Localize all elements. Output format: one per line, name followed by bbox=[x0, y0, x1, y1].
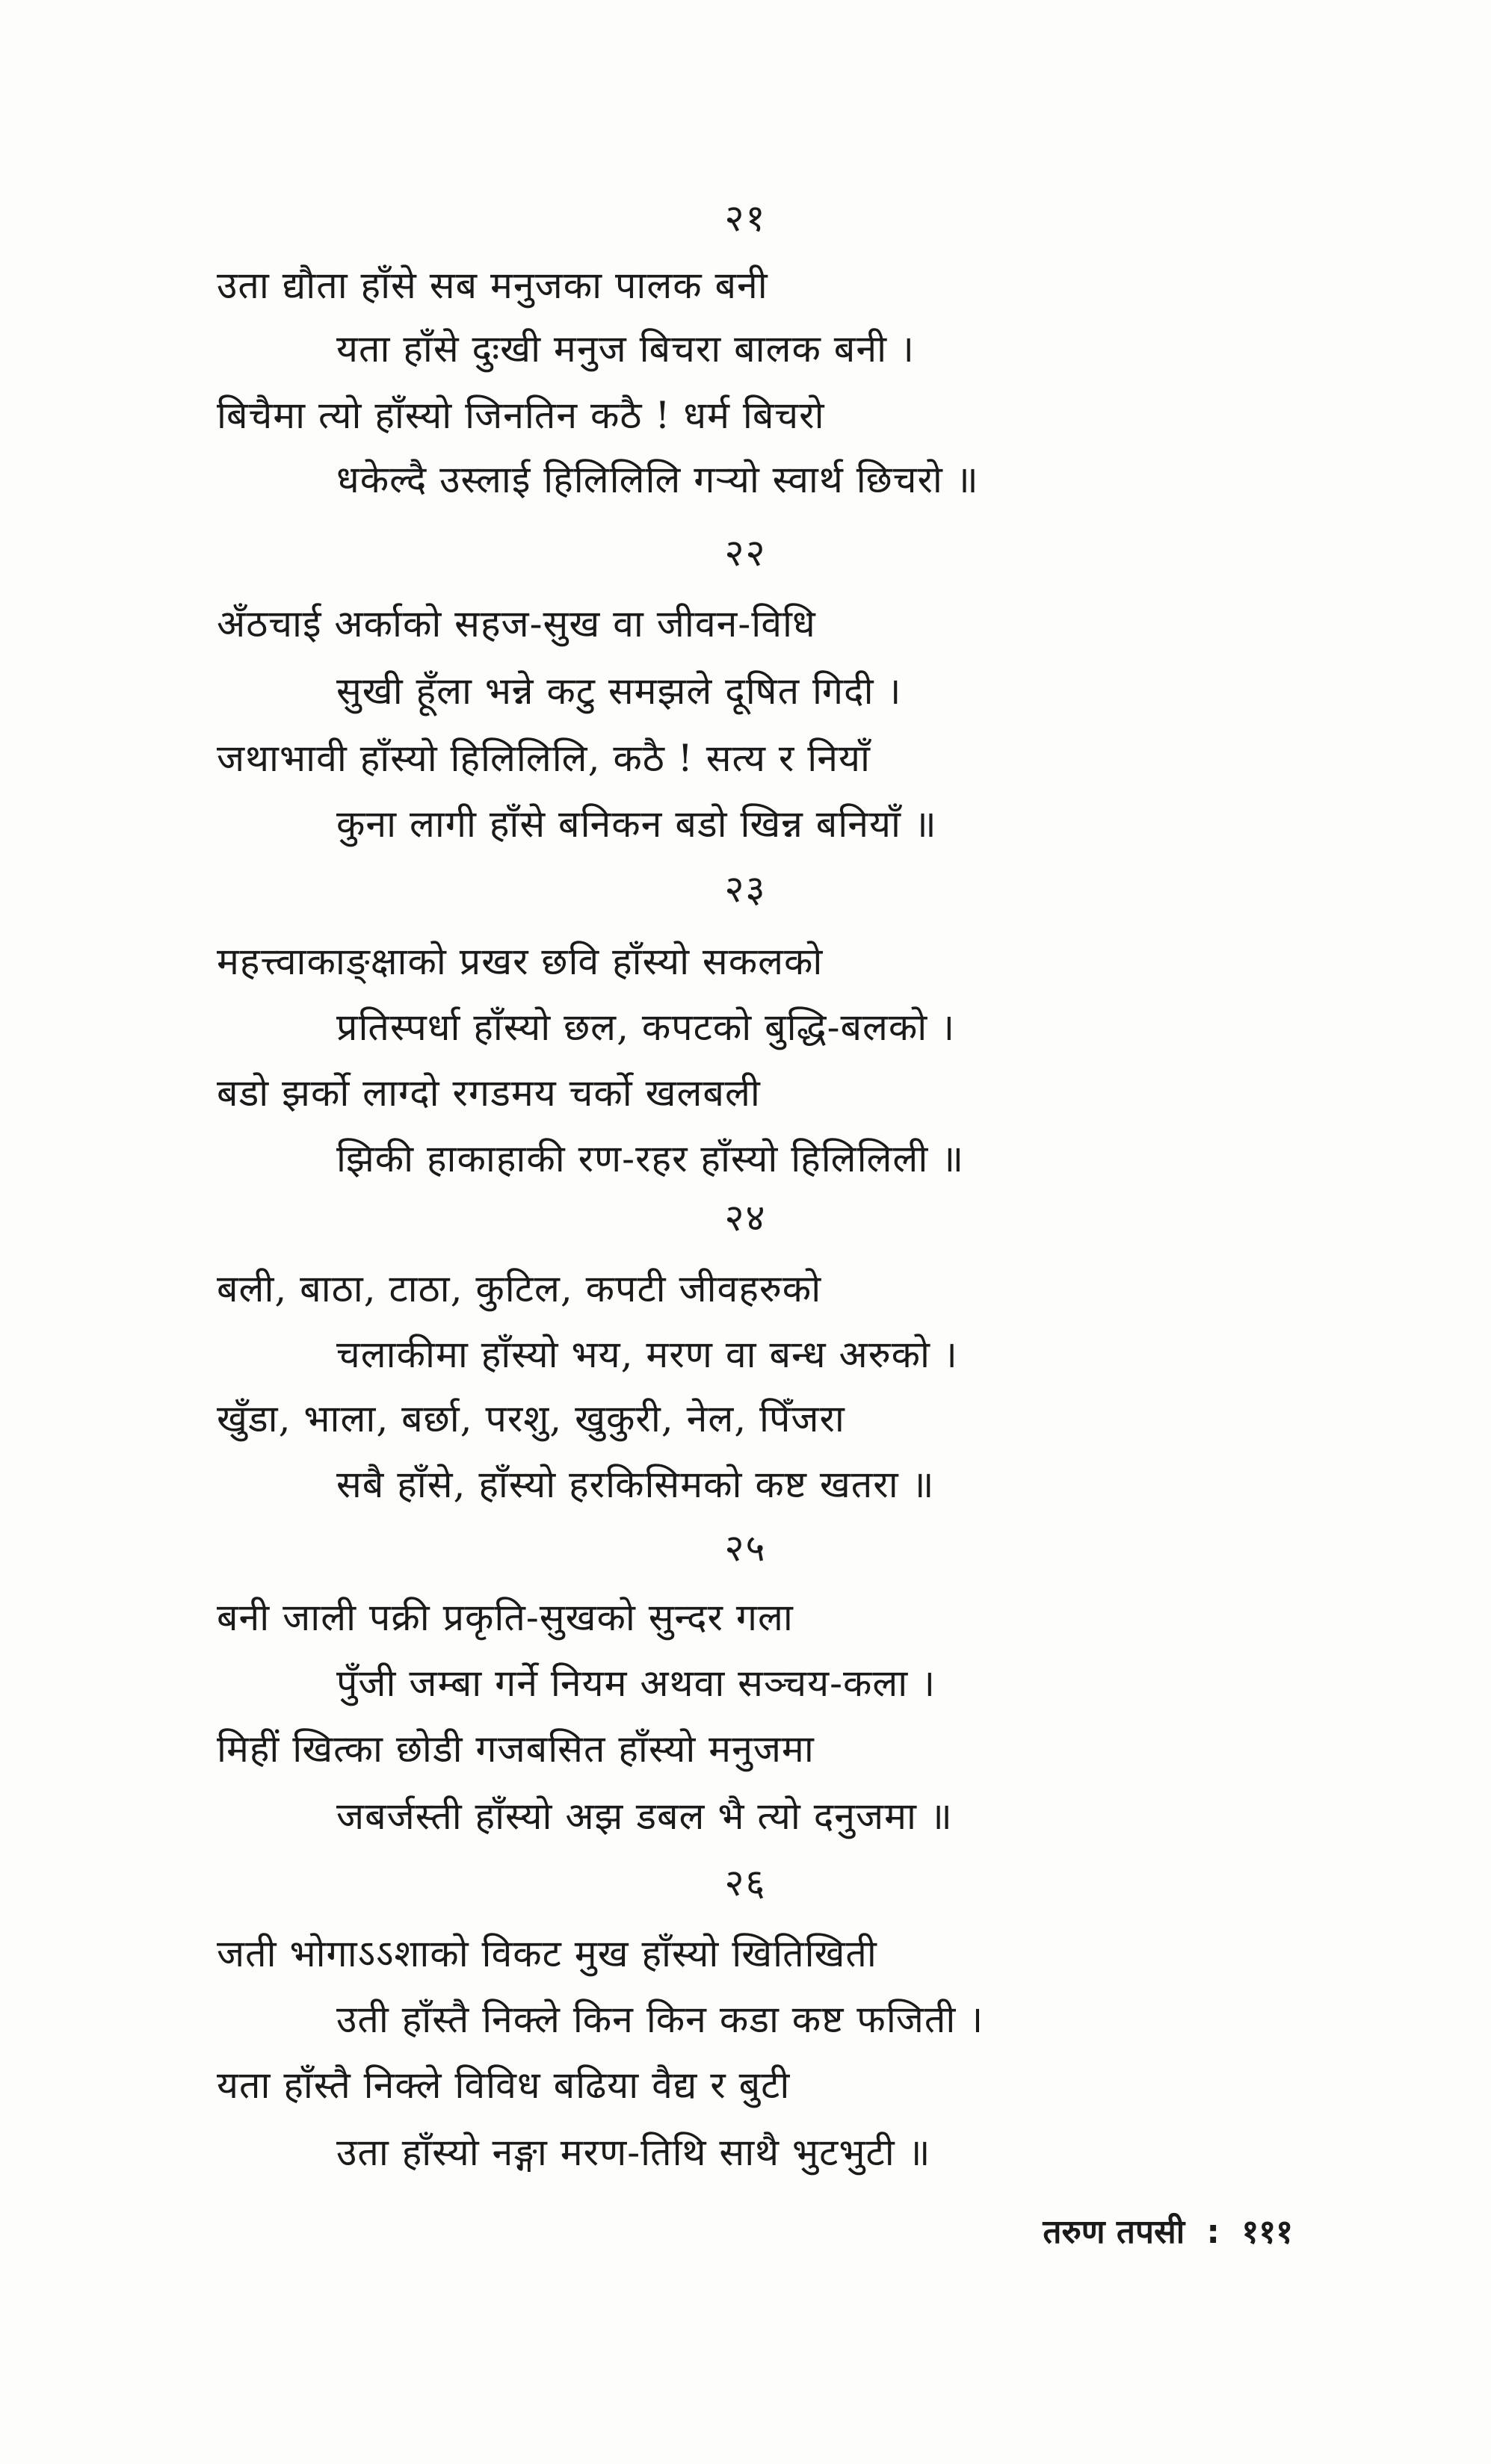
stanza-number: २५ bbox=[724, 1526, 767, 1570]
verse-line: जती भोगाऽऽशाको विकट मुख हाँस्यो खितिखिती bbox=[217, 1932, 877, 1975]
footer-separator: : bbox=[1206, 2213, 1220, 2251]
book-title: तरुण तपसी bbox=[1043, 2213, 1185, 2251]
verse-line: मिहीं खित्का छोडी गजबसित हाँस्यो मनुजमा bbox=[217, 1727, 815, 1771]
verse-line: बनी जाली पक्री प्रकृति-सुखको सुन्दर गला bbox=[217, 1596, 794, 1639]
stanza-number: २२ bbox=[724, 531, 767, 575]
verse-line: महत्त्वाकाङ्क्षाको प्रखर छवि हाँस्यो सकलको bbox=[217, 940, 824, 983]
verse-line: बडो झर्को लाग्दो रगडमय चर्को खलबली bbox=[217, 1071, 761, 1115]
page-footer bbox=[1043, 2208, 1293, 2253]
verse-line: जथाभावी हाँस्यो हिलिलिलि, कठै ! सत्य र नियाँ bbox=[217, 737, 871, 780]
stanza-number: २६ bbox=[724, 1861, 767, 1904]
verse-line: प्रतिस्पर्धा हाँस्यो छल, कपटको बुद्धि-बलको । bbox=[336, 1006, 956, 1049]
verse-line: कुना लागी हाँसे बनिकन बडो खिन्न बनियाँ ॥ bbox=[336, 802, 937, 846]
stanza-number: २३ bbox=[724, 867, 767, 911]
verse-line: बिचैमा त्यो हाँस्यो जिनतिन कठै ! धर्म बिचरो bbox=[217, 394, 825, 437]
verse-line: सबै हाँसे, हाँस्यो हरकिसिमको कष्ट खतरा ॥ bbox=[336, 1463, 935, 1506]
verse-line: चलाकीमा हाँस्यो भय, मरण वा बन्ध अरुको । bbox=[336, 1333, 958, 1376]
verse-line: अँठचाई अर्काको सहज-सुख वा जीवन-विधि bbox=[217, 602, 816, 646]
verse-line: उता द्यौता हाँसे सब मनुजका पालक बनी bbox=[217, 264, 768, 307]
verse-line: खुँडा, भाला, बर्छा, परशु, खुकुरी, नेल, पिँजरा bbox=[217, 1397, 845, 1440]
verse-line: सुखी हूँला भन्ने कटु समझले दूषित गिदी । bbox=[336, 669, 902, 713]
verse-line: उता हाँस्यो नङ्गा मरण-तिथि साथै भुटभुटी ॥ bbox=[336, 2131, 931, 2174]
stanza-number: २१ bbox=[724, 196, 767, 240]
verse-line: उती हाँस्तै निक्ले किन किन कडा कष्ट फजिती । bbox=[336, 1998, 984, 2041]
page-number: १११ bbox=[1241, 2213, 1293, 2251]
verse-line: यता हाँसे दुःखी मनुज बिचरा बालक बनी । bbox=[336, 327, 915, 371]
verse-line: धकेल्दै उस्लाई हिलिलिलि गऱ्यो स्वार्थ छिचरो ॥ bbox=[336, 458, 979, 501]
verse-line: पुँजी जम्बा गर्ने नियम अथवा सञ्चय-कला । bbox=[336, 1662, 936, 1705]
verse-line: बली, बाठा, टाठा, कुटिल, कपटी जीवहरुको bbox=[217, 1267, 822, 1310]
verse-line: जबर्जस्ती हाँस्यो अझ डबल भै त्यो दनुजमा ॥ bbox=[336, 1795, 953, 1838]
verse-line: यता हाँस्तै निक्ले विविध बढिया वैद्य र बुटी bbox=[217, 2064, 791, 2107]
verse-line: झिकी हाकाहाकी रण-रहर हाँस्यो हिलिलिली ॥ bbox=[336, 1137, 965, 1180]
stanza-number: २४ bbox=[724, 1196, 767, 1239]
